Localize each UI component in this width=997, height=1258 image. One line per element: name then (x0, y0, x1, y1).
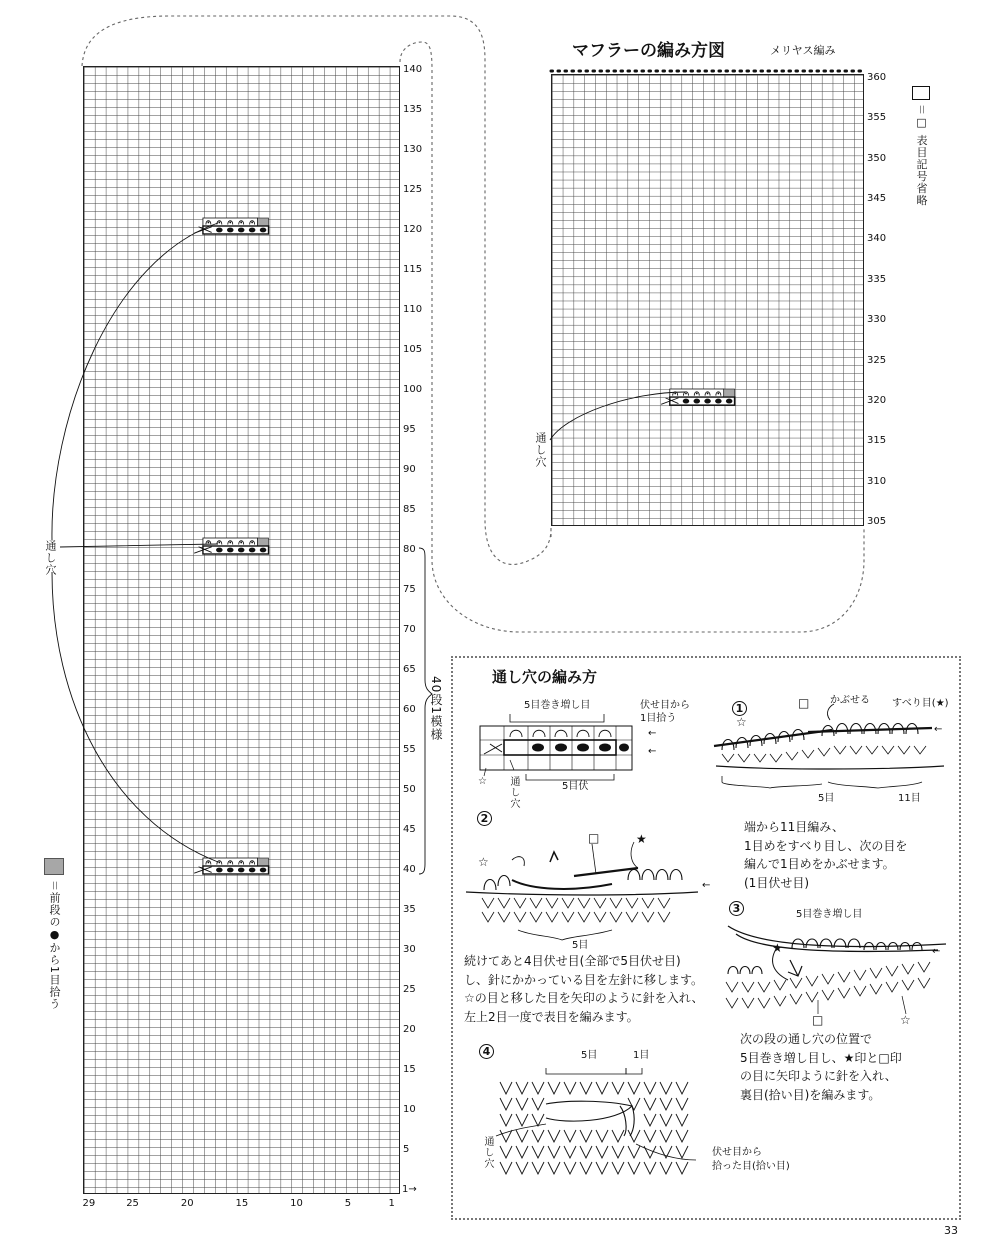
row-label: 100 (403, 384, 423, 395)
col-label: 15 (235, 1198, 249, 1209)
step4-hole: 通し穴 (482, 1136, 493, 1169)
row-label: 330 (867, 314, 887, 326)
row-label: 50 (403, 784, 416, 795)
step1-five: 5目 (818, 793, 835, 804)
step2-line-4: 左上2目一度で表目を編みます。 (464, 1009, 639, 1024)
symbol-bindoff-label: 5目伏 (562, 781, 589, 792)
step3-arrow: ← (932, 946, 941, 957)
symbol-diagram (470, 708, 670, 788)
row-label: 40 (403, 864, 416, 875)
symbol-star: ☆ (478, 776, 487, 787)
row-label: 10 (403, 1104, 416, 1115)
step2-black-star: ★ (636, 832, 647, 846)
step2-arrow: ← (702, 880, 711, 891)
step2-illustration (462, 840, 702, 940)
col-label: 10 (290, 1198, 303, 1209)
step2-number: 2 (477, 811, 492, 826)
row-label: 135 (403, 104, 423, 115)
step1-square: □ (798, 696, 810, 710)
row-label: 5 (403, 1144, 410, 1155)
symbol-hole-label: 通し穴 (508, 776, 519, 809)
step1-kabuseru: かぶせる (830, 695, 870, 706)
right-hole-label: 通し穴 (534, 432, 547, 468)
step1-line-3: 編んで1目めをかぶせます。 (744, 857, 895, 872)
col-label: 5 (344, 1198, 352, 1209)
howto-title: 通し穴の編み方 (492, 668, 598, 686)
row-label: 60 (403, 704, 416, 715)
step2-line-2: し、針にかかっている目を左針に移します。 (464, 972, 704, 987)
step4-one: 1目 (633, 1050, 650, 1061)
symbol-arrow-1: ← (648, 728, 657, 739)
row-label: 325 (867, 354, 887, 366)
step2-line-1: 続けてあと4目伏せ目(全部で5目伏せ目) (464, 954, 681, 968)
step1-line-4: (1目伏せ目) (744, 875, 809, 890)
step3-text (740, 1030, 902, 1104)
step3-line-3: の目に矢印ように針を入れ、 (740, 1069, 897, 1084)
col-label: 25 (126, 1198, 139, 1209)
step4-number: 4 (479, 1044, 494, 1059)
page-subtitle: メリヤス編み (770, 44, 836, 57)
row-label: 15 (403, 1064, 416, 1075)
step1-text (744, 818, 907, 892)
step1-line-2: 1目めをすべり目し、次の目を (744, 838, 908, 853)
row-label: 85 (403, 504, 416, 515)
col-label: 20 (180, 1198, 194, 1209)
row-label: 30 (403, 944, 416, 955)
step2-text (464, 952, 703, 1026)
step3-number: 3 (729, 901, 744, 916)
row-label: 130 (403, 144, 423, 155)
step2-square: □ (588, 831, 600, 845)
step3-star: ☆ (900, 1013, 911, 1027)
step4-picked (712, 1146, 790, 1174)
row-label: 75 (403, 584, 416, 595)
row-label: 140 (403, 64, 423, 75)
step2-five: 5目 (572, 940, 589, 951)
row-label: 35 (403, 904, 416, 915)
row-label: 355 (867, 112, 887, 124)
row-label: 120 (403, 224, 423, 235)
step3-black-star: ★ (772, 941, 783, 955)
row-label: 115 (403, 264, 423, 275)
row-label: 55 (403, 744, 416, 755)
row-label: 335 (867, 273, 887, 285)
row-label: 360 (867, 72, 887, 84)
step1-line-1: 端から11目編み、 (744, 820, 844, 834)
symbol-arrow-2: ← (648, 746, 657, 757)
step3-line-2: 5目巻き増し目し、★印と□印 (740, 1050, 902, 1065)
step2-star: ☆ (478, 855, 489, 869)
row-label: 105 (403, 344, 423, 355)
row-label: 310 (867, 475, 887, 487)
row-label: 80 (403, 544, 416, 555)
row-label: 65 (403, 664, 416, 675)
step1-eleven: 11目 (898, 793, 921, 804)
row-label: 320 (867, 394, 887, 406)
row-label: 20 (403, 1024, 416, 1035)
step4-illustration (496, 1064, 700, 1194)
row-label: 90 (403, 464, 416, 475)
left-hole-label: 通し穴 (44, 540, 57, 576)
row-label: 345 (867, 193, 887, 205)
legend-side-text: ＝前段の●から1目拾う (48, 880, 61, 1010)
row-label: 45 (403, 824, 416, 835)
step1-arrow: ← (934, 724, 943, 735)
step1-illustration (712, 706, 948, 798)
step3-line-4: 裏目(拾い目)を編みます。 (740, 1087, 881, 1102)
col-label: 29 (82, 1198, 96, 1209)
step3-illustration (718, 920, 950, 1030)
symbol-cast-on-label: 5目巻き増し目 (524, 700, 591, 711)
page-number: 33 (944, 1224, 958, 1237)
step4-picked-1: 伏せ目から (712, 1147, 762, 1158)
repeat-label: 40段1模様 (429, 676, 443, 741)
row-label: 340 (867, 233, 887, 245)
col-label: 1 (388, 1198, 395, 1209)
step4-five: 5目 (581, 1050, 598, 1061)
row-label: 315 (867, 435, 887, 447)
legend-top-visible: ＝□ 表目記号省略 (915, 104, 928, 207)
row-label: 305 (867, 515, 887, 527)
step1-slip: すべり目(★) (892, 698, 949, 709)
row-label: 25 (403, 984, 416, 995)
row-label: 125 (403, 184, 423, 195)
step3-cast-on: 5目巻き増し目 (796, 909, 863, 920)
row-label: 110 (403, 304, 423, 315)
step4-picked-2: 拾った目(拾い目) (712, 1161, 790, 1172)
page-title: マフラーの編み方図 (572, 41, 725, 61)
symbol-pickup-label: 伏せ目から 1目拾う (640, 700, 690, 724)
row-label: 350 (867, 152, 887, 164)
step1-number: 1 (732, 701, 747, 716)
step2-line-3: ☆の目と移した目を矢印のように針を入れ、 (464, 991, 704, 1006)
step3-line-1: 次の段の通し穴の位置で (740, 1032, 873, 1046)
row-one-marker: 1→ (402, 1184, 417, 1195)
row-label: 70 (403, 624, 416, 635)
row-label: 95 (403, 424, 416, 435)
step1-star: ☆ (736, 715, 747, 729)
step3-square: □ (812, 1013, 824, 1027)
